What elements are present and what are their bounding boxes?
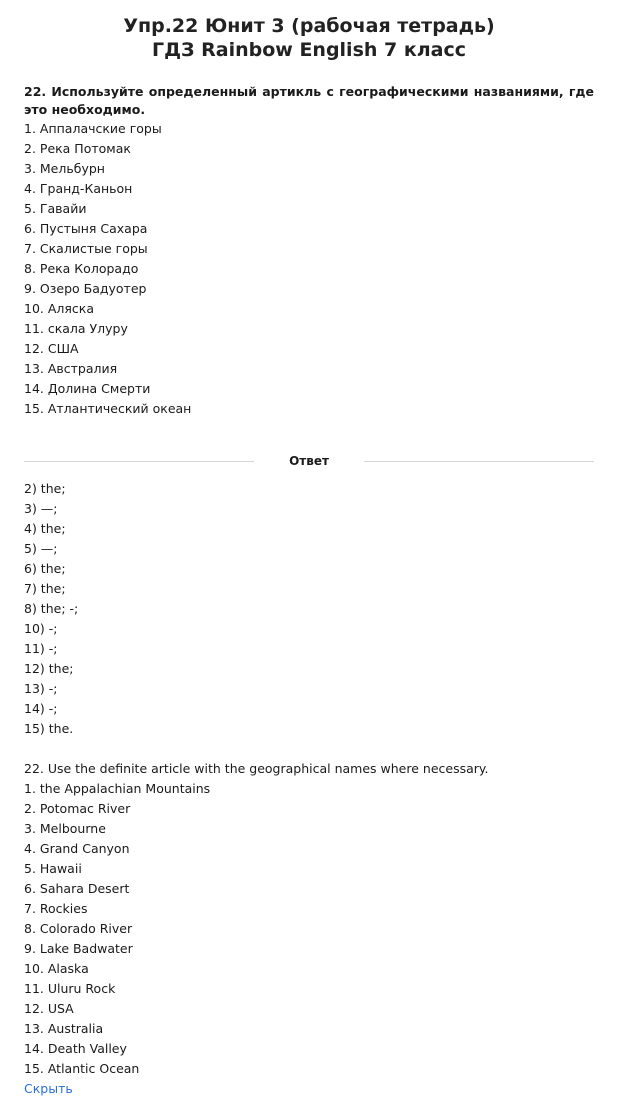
answer-item: 7) the; (24, 581, 66, 596)
translation-item: 2. Potomac River (24, 801, 131, 816)
divider-rule-right (364, 461, 594, 462)
answer-divider (24, 451, 594, 471)
translation-item: 3. Melbourne (24, 821, 106, 836)
translation-item: 4. Grand Canyon (24, 841, 130, 856)
section-spacer (24, 739, 594, 759)
answer-list (24, 479, 594, 739)
answer-item: 12) the; (24, 661, 74, 676)
translation-item: 7. Rockies (24, 901, 88, 916)
translation-item: 9. Lake Badwater (24, 941, 133, 956)
task-item: 5. Гавайи (24, 201, 87, 216)
answer-item: 13) -; (24, 681, 58, 696)
translation-item: 13. Australia (24, 1021, 104, 1036)
translation-item: 15. Atlantic Ocean (24, 1061, 140, 1076)
task-item: 7. Скалистые горы (24, 241, 148, 256)
task-item: 8. Река Колорадо (24, 261, 139, 276)
page-title (24, 14, 594, 62)
answer-item: 4) the; (24, 521, 66, 536)
answer-item: 8) the; -; (24, 601, 79, 616)
translation-item: 8. Colorado River (24, 921, 133, 936)
task-item: 6. Пустыня Сахара (24, 221, 148, 236)
task-item: 13. Австралия (24, 361, 118, 376)
answer-item: 2) the; (24, 481, 66, 496)
page (24, 0, 594, 1099)
translation-item: 1. the Appalachian Mountains (24, 781, 211, 796)
task-item: 12. США (24, 341, 79, 356)
answer-item: 11) -; (24, 641, 58, 656)
task-item: 11. скала Улуру (24, 321, 128, 336)
task-item: 9. Озеро Бадуотер (24, 281, 147, 296)
task-item: 2. Река Потомак (24, 141, 131, 156)
translation-list (24, 779, 594, 1079)
answer-item: 3) —; (24, 501, 58, 516)
task-item: 1. Аппалачские горы (24, 121, 162, 136)
task-item: 3. Мельбурн (24, 161, 105, 176)
translation-item: 14. Death Valley (24, 1041, 127, 1056)
answer-label: Ответ (289, 454, 329, 468)
translation-item: 12. USA (24, 1001, 74, 1016)
answer-item: 5) —; (24, 541, 58, 556)
task-item: 14. Долина Смерти (24, 381, 151, 396)
answer-item: 6) the; (24, 561, 66, 576)
title-line-1: Упр.22 Юнит 3 (рабочая тетрадь) (123, 15, 495, 37)
translation-heading: 22. Use the definite article with the geographical names where necessary. (24, 761, 489, 776)
hide-link[interactable]: Скрыть (24, 1081, 73, 1096)
title-line-2: ГДЗ Rainbow English 7 класс (151, 39, 467, 61)
task-heading: 22. Используйте определенный артикль с географическими названиями, где это необходимо. (24, 84, 594, 117)
task-item: 10. Аляска (24, 301, 94, 316)
answer-item: 14) -; (24, 701, 58, 716)
task-item: 15. Атлантический океан (24, 401, 192, 416)
translation-item: 5. Hawaii (24, 861, 82, 876)
task-item: 4. Гранд-Каньон (24, 181, 133, 196)
task-list (24, 119, 594, 419)
translation-item: 11. Uluru Rock (24, 981, 116, 996)
answer-item: 15) the. (24, 721, 74, 736)
translation-item: 10. Alaska (24, 961, 89, 976)
translation-item: 6. Sahara Desert (24, 881, 130, 896)
answer-item: 10) -; (24, 621, 58, 636)
